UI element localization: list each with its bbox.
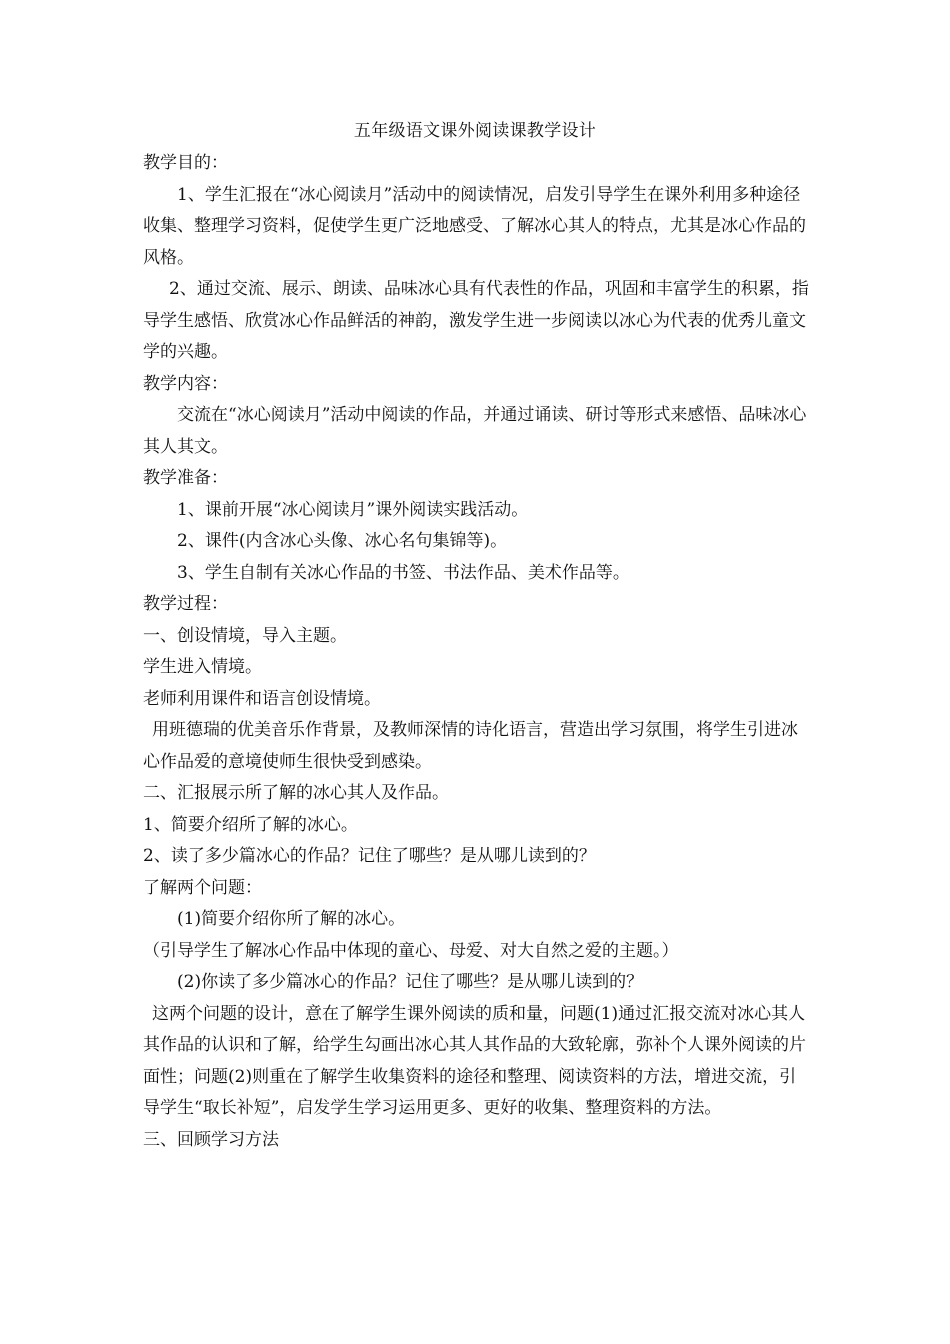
- objective-2-paragraph: 2、通过交流、展示、朗读、品味冰心具有代表性的作品，巩固和丰富学生的积累，指导学生感悟、欣赏冰心作品鲜活的神韵，激发学生进一步阅读以冰心为代表的优秀儿童文学的兴趣。: [143, 279, 809, 362]
- question-1-note: （引导学生了解冰心作品中体现的童心、母爱、对大自然之爱的主题。）: [143, 940, 679, 961]
- section-2-item-2: 2、读了多少篇冰心的作品？记住了哪些？是从哪儿读到的？: [143, 846, 596, 866]
- section-1-line-2: 老师利用课件和语言创设情境。: [143, 688, 381, 709]
- section-2-item-1: 1、简要介绍所了解的冰心。: [143, 814, 358, 835]
- document-title: 五年级语文课外阅读课教学设计: [353, 121, 597, 141]
- section-1-paragraph: 用班德瑞的优美音乐作背景，及教师深情的诗化语言，营造出学习氛围，将学生引进冰心作品爱的意境使师生很快受到感染。: [143, 720, 798, 772]
- preparation-item-3: 3、学生自制有关冰心作品的书签、书法作品、美术作品等。: [177, 562, 630, 583]
- document-body: [143, 148, 811, 1156]
- section-2-subheading: 了解两个问题：: [143, 877, 262, 898]
- heading-teaching-process: 教学过程：: [143, 594, 228, 614]
- heading-teaching-preparation: 教学准备：: [143, 468, 228, 488]
- question-1: (1)简要介绍你所了解的冰心。: [177, 909, 406, 929]
- question-2: (2)你读了多少篇冰心的作品？记住了哪些？是从哪儿读到的？: [177, 972, 644, 992]
- section-1-line-1: 学生进入情境。: [143, 657, 262, 677]
- preparation-item-2: 2、课件(内含冰心头像、冰心名句集锦等)。: [177, 531, 508, 551]
- heading-teaching-content: 教学内容：: [143, 373, 228, 394]
- section-1-heading: 一、创设情境，导入主题。: [143, 625, 347, 646]
- heading-teaching-objectives: 教学目的：: [143, 153, 228, 173]
- section-2-paragraph: 这两个问题的设计，意在了解学生课外阅读的质和量，问题(1)通过汇报交流对冰心其人其作品的认识和了解，给学生勾画出冰心其人其作品的大致轮廓，弥补个人课外阅读的片面性；问题(2)则重在了解学生收集资料的途径和整理、阅读资料的方法，增进交流，引导学生“取长补短”，启发学生学习运用更多、更好的收集、整理资料的方法。: [143, 1003, 806, 1118]
- preparation-item-1: 1、课前开展“冰心阅读月”课外阅读实践活动。: [177, 499, 529, 520]
- section-3-heading: 三、回顾学习方法: [143, 1129, 279, 1150]
- objective-1-paragraph: 1、学生汇报在“冰心阅读月”活动中的阅读情况，启发引导学生在课外利用多种途径收集、整理学习资料，促使学生更广泛地感受、了解冰心其人的特点，尤其是冰心作品的风格。: [143, 184, 806, 268]
- content-paragraph: 交流在“冰心阅读月”活动中阅读的作品，并通过诵读、研讨等形式来感悟、品味冰心其人其文。: [143, 405, 807, 457]
- section-2-heading: 二、汇报展示所了解的冰心其人及作品。: [143, 783, 449, 803]
